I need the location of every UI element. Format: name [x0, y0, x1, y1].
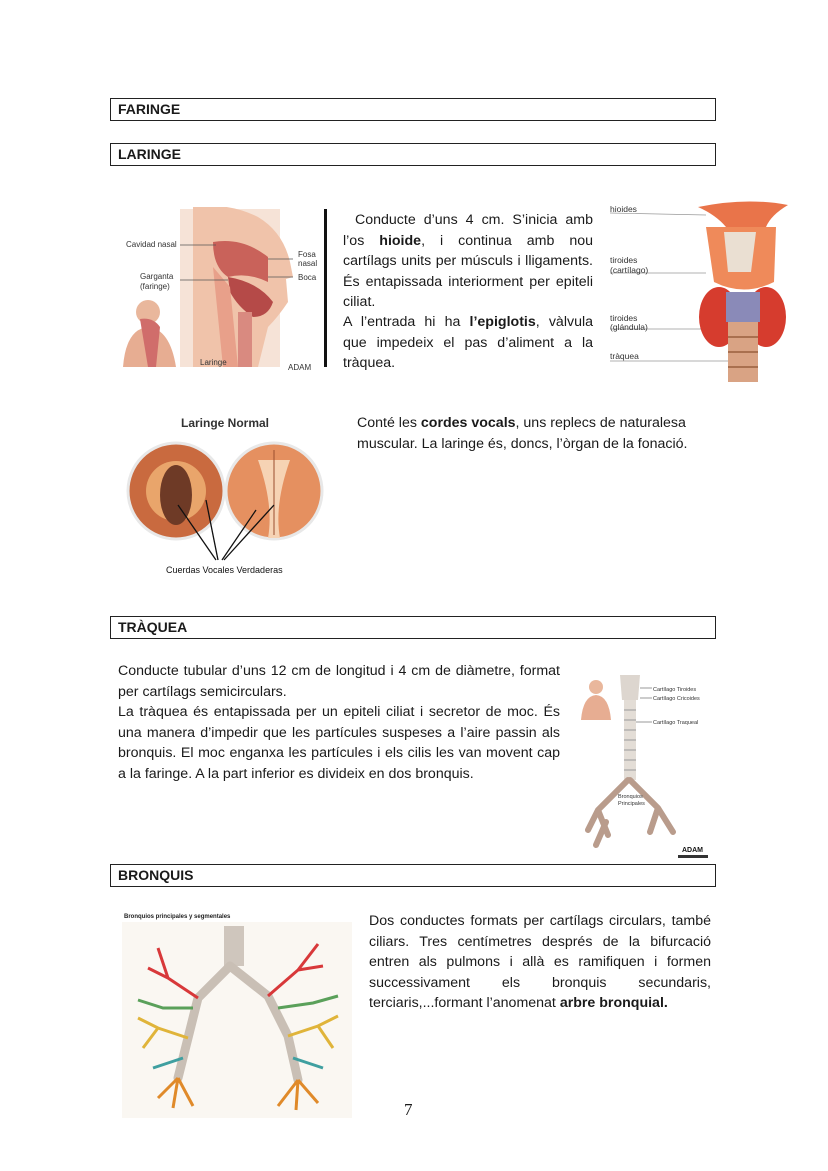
- larynx-anatomy-figure: [606, 197, 792, 389]
- traquea-paragraph-1: Conducte tubular d’uns 12 cm de longitud i 4 cm de diàmetre, format per cartílags semicirculars.: [118, 663, 560, 700]
- label-faringe: (faringe): [140, 282, 170, 291]
- label-boca: Boca: [298, 273, 317, 282]
- label-tiroides-glandula-1: tiroides: [610, 313, 638, 323]
- section-header-traquea: TRÀQUEA: [110, 616, 716, 639]
- bronchial-tree-figure: [118, 908, 356, 1120]
- bronquis-paragraph-1: Dos conductes formats per cartílags circulars, també ciliars. Tres centímetres després de la bifurcació entren als pulmons i allà es ramifiquen i formen successivament els bronquis secundaris, terciaris,...formant l’anomenat arbre bronquial.: [369, 913, 711, 1012]
- vocal-cords-figure: [118, 410, 344, 580]
- label-fosa: Fosa: [298, 250, 316, 259]
- label-nasal: nasal: [298, 259, 318, 268]
- label-cavidad-nasal: Cavidad nasal: [126, 240, 177, 249]
- section-header-faringe: FARINGE: [110, 98, 716, 121]
- label-bronquios: Bronquios: [618, 794, 643, 800]
- laringe-paragraph-3: Conté les cordes vocals, uns replecs de naturalesa muscular. La laringe és, doncs, l’òrgan de la fonació.: [357, 415, 688, 452]
- label-principales: Principales: [618, 801, 645, 807]
- label-tiroides-cartilago-2: (cartílago): [610, 265, 649, 275]
- label-traquea: tràquea: [610, 351, 639, 361]
- label-tiroides-cartilago-1: tiroides: [610, 255, 638, 265]
- label-cartilago-traqueal: Cartílago Traqueal: [653, 720, 699, 726]
- vocal-figure-caption: Cuerdas Vocales Verdaderas: [166, 565, 283, 575]
- label-cartilago-cricoides: Cartílago Cricoides: [653, 696, 700, 702]
- label-cartilago-tiroides: Cartílago Tiroides: [653, 687, 697, 693]
- label-hioides: hioides: [610, 204, 637, 214]
- head-anatomy-figure: [118, 207, 328, 370]
- vocal-figure-title: Laringe Normal: [181, 416, 270, 430]
- adam-logo: ADAM: [682, 847, 703, 854]
- label-tiroides-glandula-2: (glándula): [610, 322, 648, 332]
- laringe-paragraph-2: A l’entrada hi ha l’epiglotis, vàlvula que impedeix el pas d’aliment a la tràquea.: [343, 314, 594, 372]
- label-laringe: Laringe: [200, 358, 227, 367]
- laringe-paragraph-1: Conducte d’uns 4 cm. S’inicia amb l’os hioide, i continua amb nou cartílags units per músculs i lligaments. És entapissada interiorment per epiteli ciliat.: [343, 212, 593, 311]
- label-garganta: Garganta: [140, 272, 174, 281]
- section-header-bronquis: BRONQUIS: [110, 864, 716, 887]
- adam-watermark: ADAM: [288, 363, 312, 370]
- section-header-laringe: LARINGE: [110, 143, 716, 166]
- trachea-figure: [578, 660, 710, 864]
- bronchi-figure-title: Bronquios principales y segmentales: [124, 914, 231, 920]
- page-number: 7: [404, 1100, 413, 1119]
- traquea-paragraph-2: La tràquea és entapissada per un epiteli ciliat i secretor de moc. És una manera d’impedir que les partícules suspeses a l’aire passin als bronquis. El moc enganxa les partícules i els cilis les van movent cap a la faringe. A la part inferior es divideix en dos bronquis.: [118, 704, 560, 782]
